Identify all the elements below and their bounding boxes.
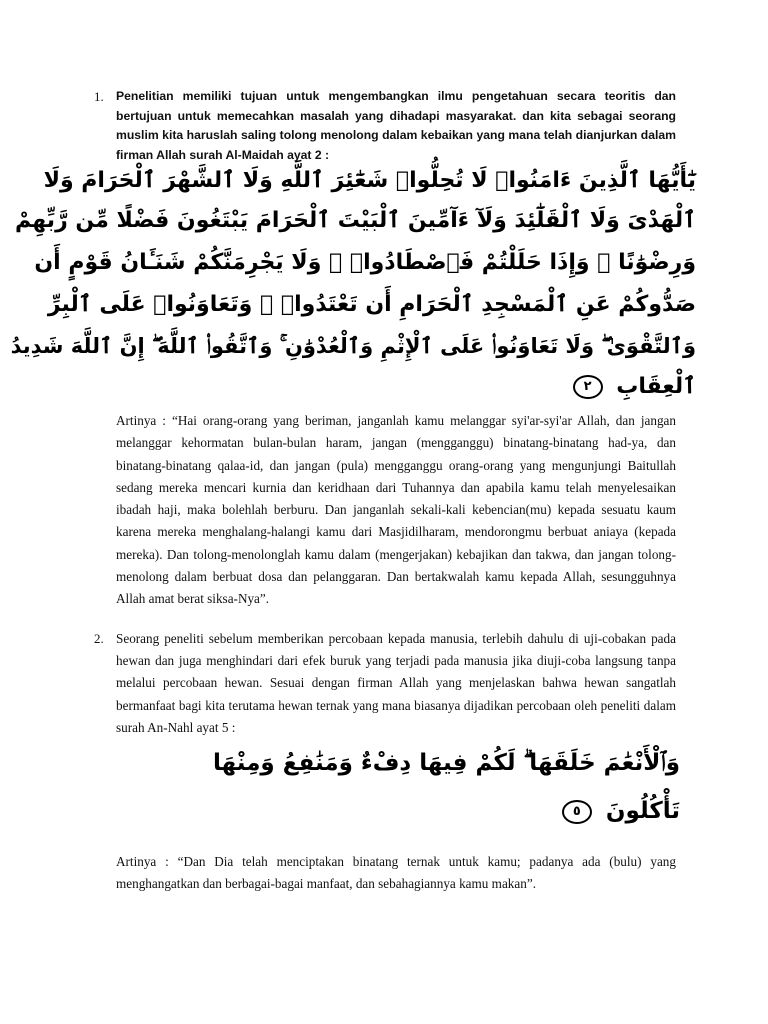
item-1-translation: Artinya : “Hai orang-orang yang beriman, janganlah kamu melanggar syi'ar-syi'ar Allah, dan jangan melanggar kehormatan bulan-bulan haram, jangan (mengganggu) binatang-binatang had-ya, dan binatang-binatang qalaa-id, dan jangan (pula) mengganggu orang-orang yang mengunjungi Baitullah sedang mereka mencari kurnia dan keridhaan dari Tuhannya dan apabila kamu telah menyelesaikan ibadah haji, maka bolehlah berburu. Dan janganlah sekali-kali kebencian(mu) kepada sesuatu kaum karena mereka menghalang-halangi kamu dari Masjidilharam, mendorongmu berbuat aniaya (kepada mereka). Dan tolong-menolonglah kamu dalam (mengerjakan) kebajikan dan takwa, dan jangan tolong-menolong dalam berbuat dosa dan pelanggaran. Dan bertakwalah kamu kepada Allah, sesungguhnya Allah amat berat siksa-Nya”. xyxy=(116,413,676,607)
item-1-arabic-verse xyxy=(10,168,696,408)
arabic-line: وَرِضْوَٰنًا ۚ وَإِذَا حَلَلْتُمْ فَٱصْطَادُوا۟ ۚ وَلَا يَجْرِمَنَّكُمْ شَنَـَٔانُ قَوْمٍ أَن xyxy=(34,250,696,275)
arabic-last-word: تَأْكُلُونَ xyxy=(605,798,680,824)
item-2-number: 2. xyxy=(94,631,104,646)
ayah-number-marker: ٥ xyxy=(562,800,592,824)
arabic-line xyxy=(562,798,680,824)
item-1-number: 1. xyxy=(94,89,104,104)
arabic-line: يَٰٓأَيُّهَا ٱلَّذِينَ ءَامَنُوا۟ لَا تُحِلُّوا۟ شَعَٰٓئِرَ ٱللَّهِ وَلَا ٱلشَّهْرَ ٱلْحَرَامَ وَلَا xyxy=(43,168,696,193)
item-2-arabic-verse xyxy=(212,750,680,850)
arabic-line: ٱلْهَدْىَ وَلَا ٱلْقَلَٰٓئِدَ وَلَآ ءَآمِّينَ ٱلْبَيْتَ ٱلْحَرَامَ يَبْتَغُونَ فَضْلًا مِّن رَّبِّهِمْ xyxy=(15,208,696,233)
item-1-intro: Penelitian memiliki tujuan untuk mengembangkan ilmu pengetahuan secara teoritis dan bertujuan untuk memecahkan masalah yang dihadapi masyarakat. dan kita sebagai seorang muslim kita haruslah saling tolong menolong dalam kebaikan yang mana telah dianjurkan dalam firman Allah surah Al-Maidah ayat 2 : xyxy=(116,89,676,162)
arabic-last-word: ٱلْعِقَابِ xyxy=(616,374,696,399)
arabic-line: صَدُّوكُمْ عَنِ ٱلْمَسْجِدِ ٱلْحَرَامِ أَن تَعْتَدُوا۟ ۘ وَتَعَاوَنُوا۟ عَلَى ٱلْبِرِّ xyxy=(47,292,696,317)
arabic-line xyxy=(573,374,696,399)
arabic-line: وَٱلتَّقْوَىٰ ۖ وَلَا تَعَاوَنُوا۟ عَلَى ٱلْإِثْمِ وَٱلْعُدْوَٰنِ ۚ وَٱتَّقُوا۟ ٱللَّهَ ۖ إِنَّ ٱللَّهَ شَدِيدُ xyxy=(10,334,696,358)
item-2-intro: Seorang peneliti sebelum memberikan percobaan kepada manusia, terlebih dahulu di uji-cobakan pada hewan dan juga menghindari dari efek buruk yang terjadi pada manusia jika diuji-coba langsung tanpa melalui percobaan hewan. Sesuai dengan firman Allah yang menjelaskan bahwa hewan sangatlah bermanfaat bagi kita terutama hewan ternak yang mana biasanya dijadikan percobaan oleh peneliti dalam surah An-Nahl ayat 5 : xyxy=(116,631,676,735)
ayah-number-marker: ٢ xyxy=(573,375,603,399)
item-2-translation: Artinya : “Dan Dia telah menciptakan binatang ternak untuk kamu; padanya ada (bulu) yang menghangatkan dan berbagai-bagai manfaat, dan sebahagiannya kamu makan”. xyxy=(116,854,676,892)
arabic-line: وَٱلْأَنْعَٰمَ خَلَقَهَا ۗ لَكُمْ فِيهَا دِفْءٌ وَمَنَٰفِعُ وَمِنْهَا xyxy=(212,750,680,776)
